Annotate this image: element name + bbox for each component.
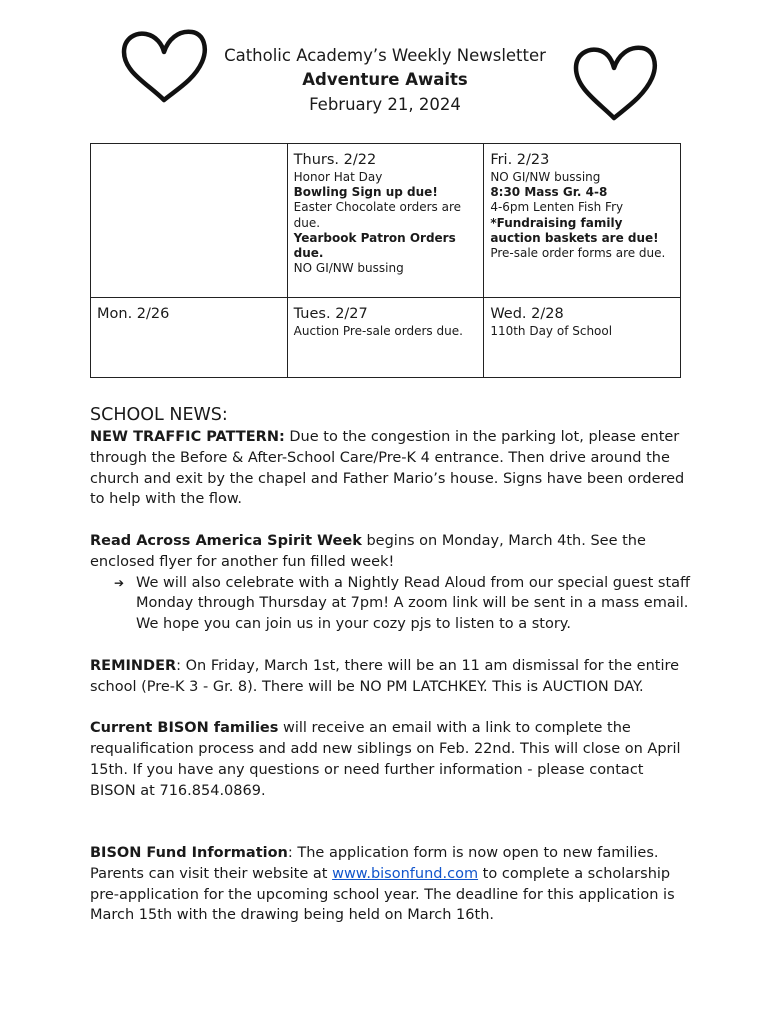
event: 4-6pm Lenten Fish Fry <box>490 200 624 215</box>
paragraph-text: : On Friday, March 1st, there will be an 11 am dismissal for the entire school (Pre-K 3 - Gr. 8). There will be NO PM LATCHKEY. This is AUCTION DAY. <box>90 657 680 695</box>
event: NO GI/NW bussing <box>490 170 601 184</box>
day-label: Tues. 2/27 <box>293 306 368 322</box>
event: Bowling Sign up due! <box>293 185 438 200</box>
calendar-cell-friday <box>484 144 681 298</box>
event: 8:30 Mass Gr. 4-8 <box>490 185 608 200</box>
event: Auction Pre-sale orders due. <box>293 324 463 338</box>
event: *Fundraising family auction baskets are due! <box>490 215 659 245</box>
paragraph-text: to complete a scholarship pre-application for the upcoming school year. The deadline for this application is March 15th with the drawing being held on March 16th. <box>90 865 675 924</box>
event: 110th Day of School <box>490 324 613 338</box>
calendar-cell-wednesday <box>484 298 681 378</box>
bison-paragraph <box>90 718 690 801</box>
event: Easter Chocolate orders are due. <box>293 200 462 230</box>
day-label: Mon. 2/26 <box>97 306 170 322</box>
calendar-row <box>91 298 681 378</box>
paragraph-label: Current BISON families <box>90 720 279 737</box>
calendar-cell-empty <box>91 144 288 298</box>
calendar-row <box>91 144 681 298</box>
newsletter-date: February 21, 2024 <box>309 95 461 114</box>
paragraph-label: NEW TRAFFIC PATTERN: <box>90 429 285 445</box>
paragraph-text: : The application form is now open to new families. Parents can visit their website at <box>90 844 659 882</box>
newsletter-header <box>0 44 770 118</box>
read-across-paragraph <box>90 531 690 573</box>
paragraph-text: Due to the congestion in the parking lot, please enter through the Before & After-School Care/Pre-K 4 entrance. Then drive around the church and exit by the chapel and Father Mario’s house. Signs have been ordered to help with the flow. <box>90 429 685 508</box>
bison-fund-paragraph <box>90 843 690 926</box>
event: NO GI/NW bussing <box>293 261 404 276</box>
paragraph-label: REMINDER <box>90 657 177 674</box>
paragraph-label: BISON Fund Information <box>90 844 288 861</box>
paragraph-label: Read Across America Spirit Week <box>90 532 362 549</box>
arrow-right-icon: ➔ <box>114 575 125 590</box>
paragraph-text: begins on Monday, March 4th. See the enclosed flyer for another fun filled week! <box>90 532 646 570</box>
traffic-paragraph <box>90 427 690 510</box>
newsletter-title: Catholic Academy’s Weekly Newsletter <box>224 46 546 65</box>
list-item <box>114 573 690 635</box>
calendar-cell-thursday <box>287 144 484 298</box>
bullet-list <box>90 573 690 635</box>
school-news-section <box>90 403 690 926</box>
event: Yearbook Patron Orders due. <box>293 230 456 261</box>
list-item-text: We will also celebrate with a Nightly Read Aloud from our special guest staff Monday through Thursday at 7pm! A zoom link will be sent in a mass email. We hope you can join us in your cozy pjs to listen to a story. <box>136 574 691 633</box>
day-label: Thurs. 2/22 <box>293 152 377 168</box>
day-label: Wed. 2/28 <box>490 306 564 322</box>
week-calendar <box>90 143 681 378</box>
event: Honor Hat Day <box>293 170 383 184</box>
calendar-cell-tuesday <box>287 298 484 378</box>
calendar-cell-monday <box>91 298 288 378</box>
paragraph-text: will receive an email with a link to complete the requalification process and add new siblings on Feb. 22nd. This will close on April 15th. If you have any questions or need further information - please contact BISON at 716.854.0869. <box>90 720 681 799</box>
reminder-paragraph <box>90 656 690 698</box>
event: Pre-sale order forms are due. <box>490 246 666 261</box>
day-label: Fri. 2/23 <box>490 152 550 168</box>
newsletter-subtitle: Adventure Awaits <box>302 70 468 89</box>
section-heading: SCHOOL NEWS: <box>90 405 228 425</box>
bisonfund-link[interactable]: www.bisonfund.com <box>332 865 479 882</box>
